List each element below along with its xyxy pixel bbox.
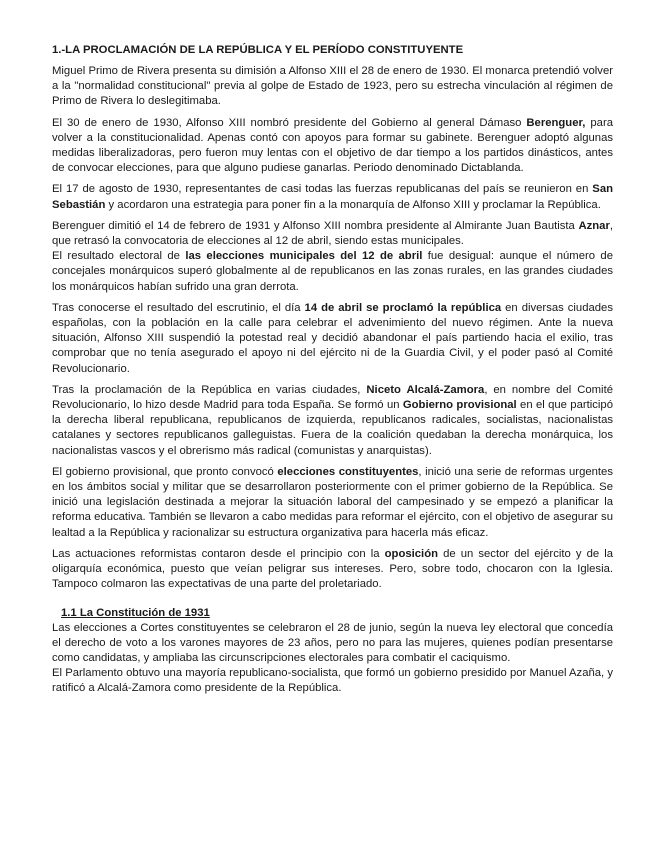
text-run: de un sector del ejército y de la oligarquía económica, puesto que veían peligrar sus intereses. Pero, sobre todo, chocaron con la Iglesia. Tampoco colmaron las expectativas de una parte del proletariado. [52,547,613,591]
text-run: en el que participó la derecha liberal republicana, republicanos de izquierda, republicanos radicales, socialistas, nacionalistas catalanes y sectores republicanos galleguistas. Fuera de la coalición quedaban la derecha monárquica, los nacionalistas vascos y el obrerismo más radical (comunistas y anarquistas). [52,399,613,457]
text-run: Las actuaciones reformistas contaron desde el principio con la [52,547,385,560]
text-run: El resultado electoral de [52,250,186,263]
paragraph-cortes-constituyentes: Las elecciones a Cortes constituyentes se celebraron el 28 de junio, según la nueva ley electoral que concedía el derecho de voto a los varones mayores de 23 años, pero no para las mujeres, quienes podían presentarse como candidatas, y ampliaba las circunscripciones electorales para combatir el caciquismo. [52,621,613,664]
section-title: 1.-LA PROCLAMACIÓN DE LA REPÚBLICA Y EL PERÍODO CONSTITUYENTE [52,44,464,56]
paragraph-dimision: Miguel Primo de Rivera presenta su dimisión a Alfonso XIII el 28 de enero de 1930. El monarca pretendió volver a la "normalidad constitucional" previa al golpe de Estado de 1923, pero su estrecha vinculación al régimen de Primo de Rivera lo deslegitimaba. [52,65,613,108]
text-run: El 17 de agosto de 1930, representantes de casi todas las fuerzas republicanas del país se reunieron en [52,183,593,196]
paragraph-oposicion [52,547,613,593]
text-run: fue desigual: aunque el número de concejales monárquicos superó globalmente al de republicanos en las zonas rurales, en las grandes ciudades los monárquicos habían sufrido una gran derrota. [52,250,613,293]
text-run: , inició una serie de reformas urgentes en los ámbitos social y militar que se desarrollaron posteriormente con el primer gobierno de la República. Se inició una legislación destinada a mejorar la situación laboral del campesinado y se empezó a planificar la reforma educativa. También se llevaron a cabo medidas para reformar el ejército, con el objetivo de asegurar su lealtad a la República y racionalizar su estructura organizativa para hacerla más eficaz. [52,465,613,539]
bold-run: Gobierno provisional [402,399,517,412]
bold-run: oposición [384,547,439,560]
paragraph-elecciones-municipales [52,249,613,295]
text-run: Tras conocerse el resultado del escrutinio, el día [52,301,305,314]
paragraph-reformas [52,465,613,541]
text-run: , en nombre del Comité Revolucionario, lo hizo desde Madrid para toda España. Se formó un [52,383,613,412]
text-run: El 30 de enero de 1930, Alfonso XIII nombró presidente del Gobierno al general Dámaso [52,116,527,129]
text-run: en diversas ciudades españolas, con la población en la calle para celebrar el advenimiento del nuevo régimen. Ante la nueva situación, Alfonso XIII suspendió la potestad real y decidió abandonar el país partiendo hacia el exilio, tras comprobar que no tenía asegurado el apoyo ni del ejército ni de la Guardia Civil, y el poder pasó al Comité Revolucionario. [52,301,613,375]
paragraph-parlamento: El Parlamento obtuvo una mayoría republicano-socialista, que formó un gobierno presidido por Manuel Azaña, y ratificó a Alcalá-Zamora como presidente de la República. [52,667,613,695]
paragraph-gobierno-provisional [52,383,613,459]
bold-run: 14 de abril se proclamó la república [304,301,502,314]
subsection-title: 1.1 La Constitución de 1931 [61,606,210,619]
paragraph-aznar [52,219,613,249]
bold-run: San Sebastián [52,183,613,211]
text-run: para volver a la constitucionalidad. Apenas contó con apoyos para formar su gabinete. Berenguer adoptó algunas medidas liberalizadoras, pero fueron muy lentas con el objetivo de dar tiempo a los partidos dinásticos, antes de convocar elecciones, para que alguno pudiese ganarlas. Periodo denominado Dictablanda. [52,116,613,175]
paragraph-proclamacion [52,301,613,377]
text-run: , que retrasó la convocatoria de elecciones al 12 de abril, siendo estas municipales. [52,219,613,248]
text-run: Tras la proclamación de la República en varias ciudades, [52,383,367,396]
text-run: y acordaron una estrategia para poner fin a la monarquía de Alfonso XIII y proclamar la República. [105,198,601,211]
bold-run: elecciones constituyentes [277,465,419,478]
bold-run: Aznar [578,219,610,232]
paragraph-san-sebastian [52,182,613,212]
bold-run: las elecciones municipales del 12 de abril [185,250,423,263]
text-run: Berenguer dimitió el 14 de febrero de 1931 y Alfonso XIII nombra presidente al Almirante Juan Bautista [52,219,579,232]
document-page [52,43,613,703]
bold-run: Berenguer, [526,116,586,129]
paragraph-berenguer [52,116,613,177]
text-run: El gobierno provisional, que pronto convocó [52,465,278,478]
bold-run: Niceto Alcalá-Zamora [366,383,485,396]
